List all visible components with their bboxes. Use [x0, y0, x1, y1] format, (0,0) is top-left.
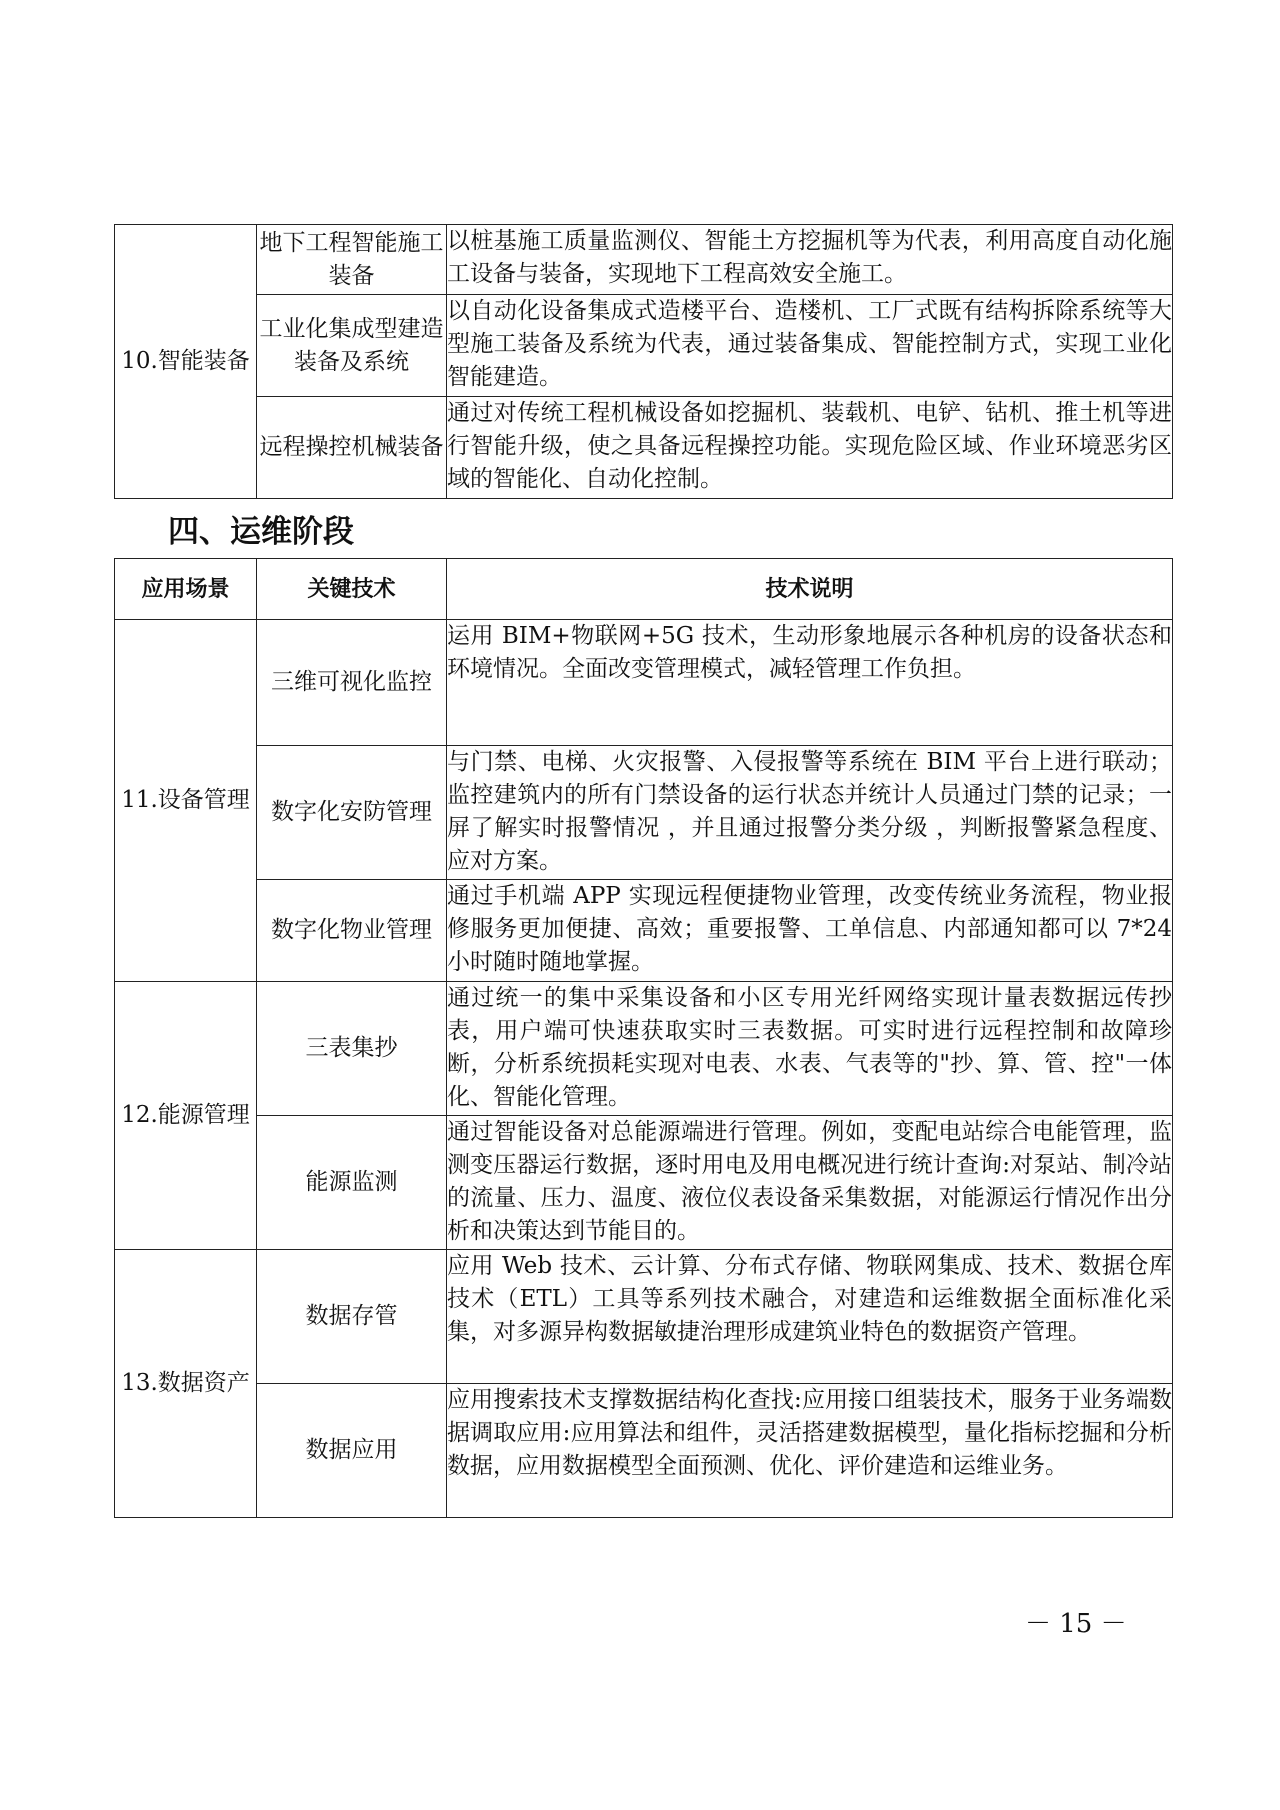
desc-cell: 以自动化设备集成式造楼平台、造楼机、工厂式既有结构拆除系统等大型施工装备及系统为代表，通过装备集成、智能控制方式，实现工业化智能建造。 [447, 295, 1173, 397]
header-row [115, 559, 1173, 620]
scene-cell-energy-management: 12.能源管理 [115, 982, 257, 1250]
tech-cell: 数字化物业管理 [257, 880, 447, 982]
tech-cell: 能源监测 [257, 1116, 447, 1250]
desc-cell: 通过智能设备对总能源端进行管理。例如，变配电站综合电能管理，监测变压器运行数据，逐时用电及用电概况进行统计查询:对泵站、制冷站的流量、压力、温度、液位仪表设备采集数据，对能源运行情况作出分析和决策达到节能目的。 [447, 1116, 1173, 1250]
page-number: － 15 － [1025, 1609, 1127, 1639]
desc-cell: 与门禁、电梯、火灾报警、入侵报警等系统在 BIM 平台上进行联动；监控建筑内的所有门禁设备的运行状态并统计人员通过门禁的记录；一屏了解实时报警情况 ，并且通过报警分类分级 ，判断报警紧急程度、应对方案。 [447, 746, 1173, 880]
tech-cell: 工业化集成型建造装备及系统 [257, 295, 447, 397]
desc-cell: 应用搜索技术支撑数据结构化查找:应用接口组装技术，服务于业务端数据调取应用:应用算法和组件，灵活搭建数据模型，量化指标挖掘和分析数据，应用数据模型全面预测、优化、评价建造和运维业务。 [447, 1384, 1173, 1518]
desc-cell: 以桩基施工质量监测仪、智能土方挖掘机等为代表，利用高度自动化施工设备与装备，实现地下工程高效安全施工。 [447, 225, 1173, 295]
tech-cell: 数据存管 [257, 1250, 447, 1384]
table-row [115, 225, 1173, 295]
table-row [115, 1384, 1173, 1518]
tech-cell: 地下工程智能施工装备 [257, 225, 447, 295]
tech-cell: 数字化安防管理 [257, 746, 447, 880]
tech-cell: 数据应用 [257, 1384, 447, 1518]
table-row [115, 982, 1173, 1116]
main-table [114, 558, 1173, 1518]
column-header-scene: 应用场景 [115, 559, 257, 620]
desc-cell: 通过统一的集中采集设备和小区专用光纤网络实现计量表数据远传抄表，用户端可快速获取实时三表数据。可实时进行远程控制和故障珍断，分析系统损耗实现对电表、水表、气表等的"抄、算、管、控"一体化、智能化管理。 [447, 982, 1173, 1116]
column-header-desc: 技术说明 [447, 559, 1173, 620]
section-heading: 四、运维阶段 [168, 514, 354, 550]
tech-cell: 三维可视化监控 [257, 620, 447, 746]
desc-cell: 通过对传统工程机械设备如挖掘机、装载机、电铲、钻机、推土机等进行智能升级，使之具备远程操控功能。实现危险区域、作业环境恶劣区域的智能化、自动化控制。 [447, 397, 1173, 499]
scene-cell-equipment-management: 11.设备管理 [115, 620, 257, 982]
desc-cell: 运用 BIM+物联网+5G 技术，生动形象地展示各种机房的设备状态和环境情况。全面改变管理模式，减轻管理工作负担。 [447, 620, 1173, 746]
table-row [115, 746, 1173, 880]
table-row [115, 1250, 1173, 1384]
scene-cell-data-assets: 13.数据资产 [115, 1250, 257, 1518]
table-row [115, 295, 1173, 397]
tech-cell: 三表集抄 [257, 982, 447, 1116]
table-row [115, 1116, 1173, 1250]
scene-cell-smart-equipment: 10.智能装备 [115, 225, 257, 499]
column-header-tech: 关键技术 [257, 559, 447, 620]
tech-cell: 远程操控机械装备 [257, 397, 447, 499]
table-row [115, 620, 1173, 746]
desc-cell: 通过手机端 APP 实现远程便捷物业管理，改变传统业务流程，物业报修服务更加便捷、高效；重要报警、工单信息、内部通知都可以 7*24 小时随时随地掌握。 [447, 880, 1173, 982]
table-row [115, 397, 1173, 499]
upper-table [114, 224, 1173, 499]
desc-cell: 应用 Web 技术、云计算、分布式存储、物联网集成、技术、数据仓库技术（ETL）工具等系列技术融合，对建造和运维数据全面标准化采集，对多源异构数据敏捷治理形成建筑业特色的数据资产管理。 [447, 1250, 1173, 1384]
table-row [115, 880, 1173, 982]
